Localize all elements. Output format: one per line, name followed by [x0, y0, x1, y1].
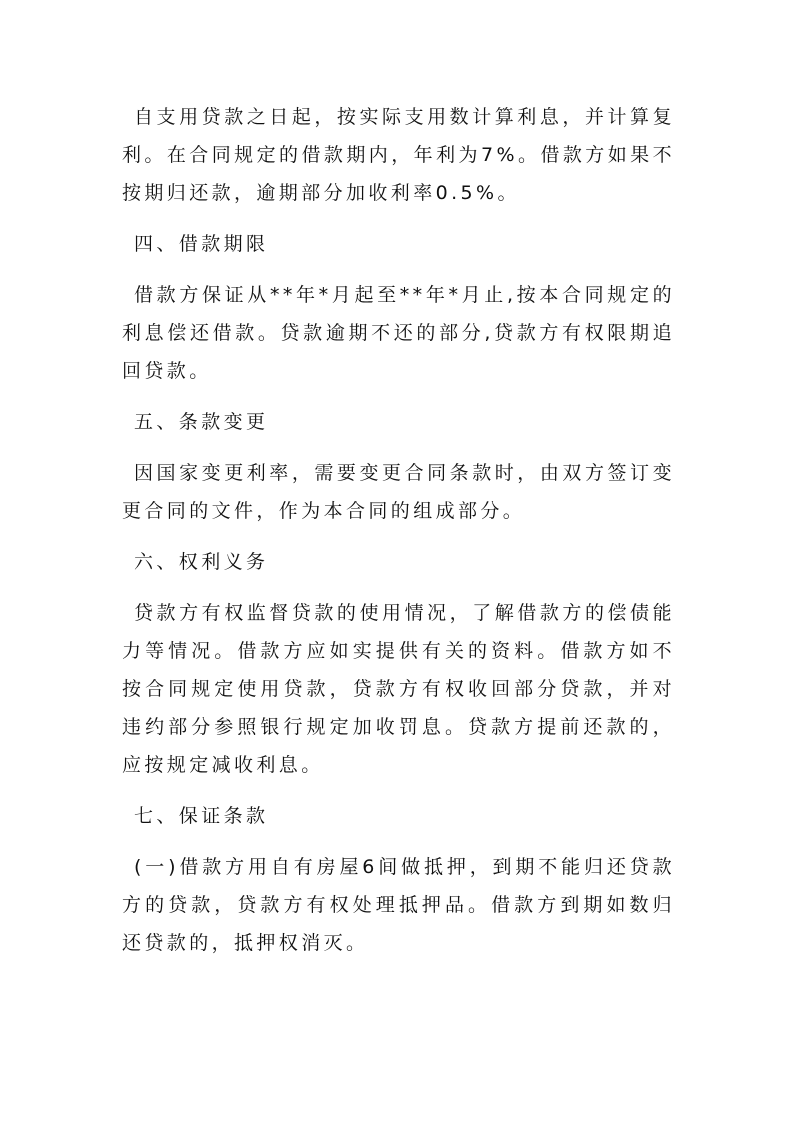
guarantee-paragraph: (一)借款方用自有房屋6间做抵押，到期不能归还贷款方的贷款，贷款方有权处理抵押品。借款方到期如数归还贷款的，抵押权消灭。 — [122, 856, 675, 954]
section-heading-clause-change: 五、条款变更 — [134, 411, 269, 433]
loan-term-paragraph: 借款方保证从**年*月起至**年*月止,按本合同规定的利息偿还借款。贷款逾期不还的部分,贷款方有权限期追回贷款。 — [122, 284, 675, 382]
section-heading-guarantee: 七、保证条款 — [134, 805, 269, 827]
rights-duties-paragraph: 贷款方有权监督贷款的使用情况，了解借款方的偿债能力等情况。借款方应如实提供有关的资料。借款方如不按合同规定使用贷款，贷款方有权收回部分贷款，并对违约部分参照银行规定加收罚息。贷款方提前还款的，应按规定减收利息。 — [122, 602, 675, 776]
section-heading-loan-term: 四、借款期限 — [134, 233, 269, 255]
interest-paragraph: 自支用贷款之日起，按实际支用数计算利息，并计算复利。在合同规定的借款期内，年利为7%。借款方如果不按期归还款，逾期部分加收利率0.5%。 — [122, 106, 675, 204]
section-heading-rights-duties: 六、权利义务 — [134, 551, 269, 573]
clause-change-paragraph: 因国家变更利率，需要变更合同条款时，由双方签订变更合同的文件，作为本合同的组成部分。 — [122, 462, 675, 522]
